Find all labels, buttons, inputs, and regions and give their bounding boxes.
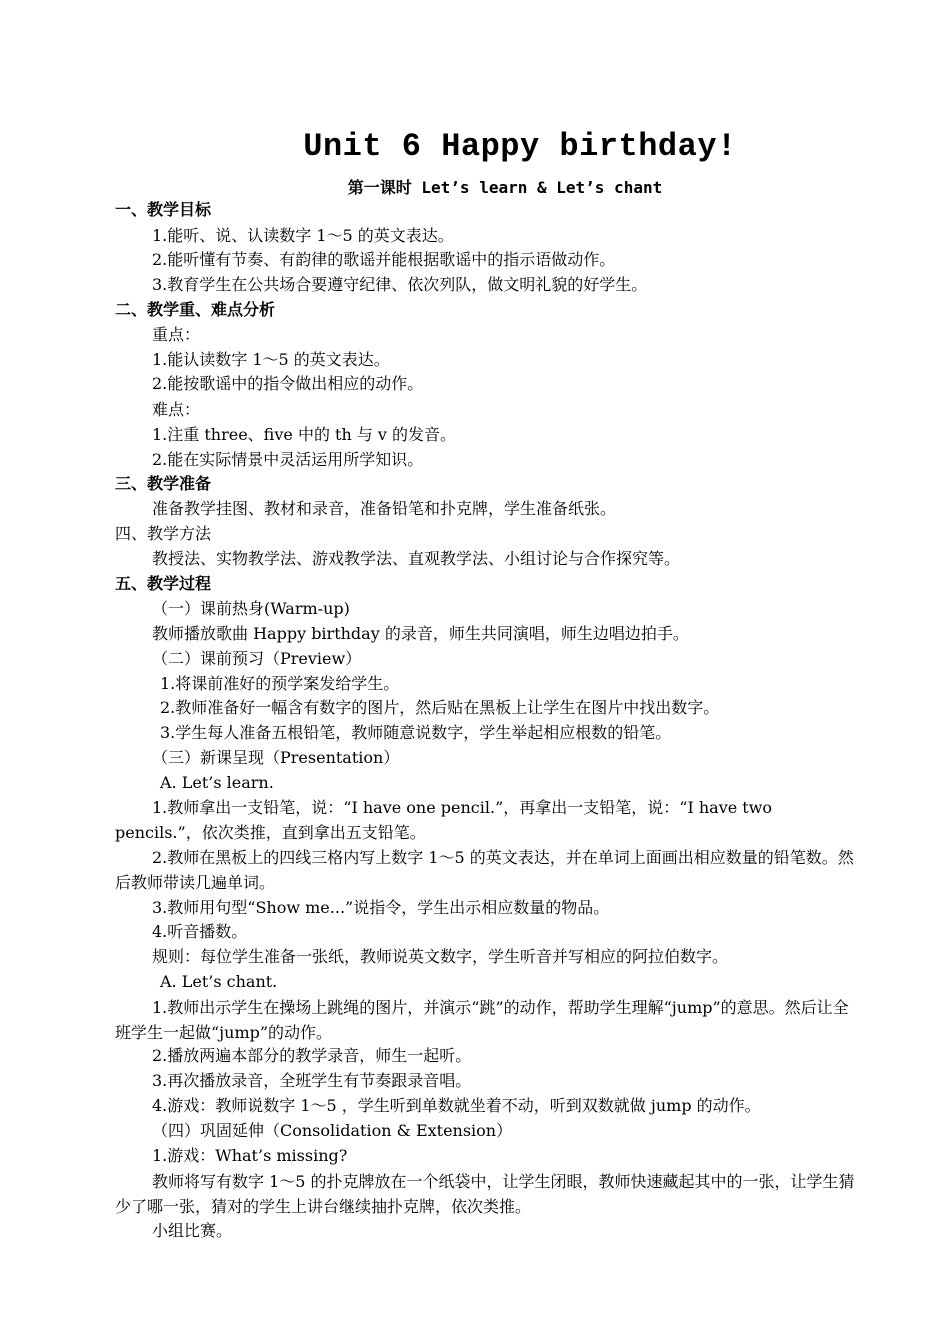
difficult-point-item: 2.能在实际情景中灵活运用所学知识。 [152,450,424,469]
section-heading-process: 五、教学过程 [115,574,212,593]
learn-paragraph-4: 4.听音播数。 [152,922,248,941]
objective-item: 2.能听懂有节奏、有韵律的歌谣并能根据歌谣中的指示语做动作。 [152,250,616,269]
warmup-text: 教师播放歌曲 Happy birthday 的录音，师生共同演唱，师生边唱边拍手。 [152,624,689,643]
preview-label: （二）课前预习（Preview） [152,649,362,668]
chant-paragraph-3: 3.再次播放录音，全班学生有节奏跟录音唱。 [152,1071,472,1090]
page-title: Unit 6 Happy birthday! [303,128,737,165]
chant-paragraph-2: 2.播放两遍本部分的教学录音，师生一起听。 [152,1046,472,1065]
consolidation-paragraph-text: 教师将写有数字 1～5 的扑克牌放在一个纸袋中，让学生闭眼，教师快速藏起其中的一张，让学生猜少了哪一张，猜对的学生上讲台继续抽扑克牌，依次类推。 [115,1172,855,1216]
key-points-label: 重点： [152,325,201,344]
difficult-points-label: 难点： [152,400,201,419]
presentation-label: （三）新课呈现（Presentation） [152,748,400,767]
methods-text: 教授法、实物教学法、游戏教学法、直观教学法、小组讨论与合作探究等。 [152,549,681,568]
objective-item: 1.能听、说、认读数字 1～5 的英文表达。 [152,226,454,245]
section-heading-key-points: 二、教学重、难点分析 [115,300,276,319]
group-competition: 小组比赛。 [152,1221,233,1240]
consolidation-paragraph [115,1169,860,1219]
objective-item: 3.教育学生在公共场合要遵守纪律、依次列队，做文明礼貌的好学生。 [152,275,648,294]
section-heading-methods: 四、教学方法 [115,524,212,543]
chant-label: A. Let’s chant. [160,972,278,991]
learn-paragraph-1 [115,795,860,845]
warmup-label: （一）课前热身(Warm-up) [152,599,350,618]
consolidation-label: （四）巩固延伸（Consolidation & Extension） [152,1121,513,1140]
learn-paragraph-1-text: 1.教师拿出一支铅笔，说：“I have one pencil.”，再拿出一支铅笔，说：“I have two pencils.”，依次类推，直到拿出五支铅笔。 [115,798,773,842]
section-heading-preparation: 三、教学准备 [115,474,212,493]
consolidation-game: 1.游戏：What’s missing? [152,1146,348,1165]
chant-paragraph-1 [115,995,860,1045]
learn-paragraph-3: 3.教师用句型“Show me...”说指令，学生出示相应数量的物品。 [152,898,610,917]
chant-paragraph-4: 4.游戏：教师说数字 1～5 ，学生听到单数就坐着不动，听到双数就做 jump 的动作。 [152,1096,761,1115]
preparation-text: 准备教学挂图、教材和录音，准备铅笔和扑克牌，学生准备纸张。 [152,499,617,518]
preview-item: 1.将课前准好的预学案发给学生。 [160,674,400,693]
page-subtitle: 第一课时 Let’s learn & Let’s chant [347,178,663,197]
preview-item: 2.教师准备好一幅含有数字的图片，然后贴在黑板上让学生在图片中找出数字。 [160,698,720,717]
section-heading-objectives: 一、教学目标 [115,200,212,219]
learn-paragraph-2 [115,845,860,895]
difficult-point-item: 1.注重 three、five 中的 th 与 v 的发音。 [152,425,457,444]
learn-label: A. Let’s learn. [160,773,274,792]
preview-item: 3.学生每人准备五根铅笔，教师随意说数字，学生举起相应根数的铅笔。 [160,723,672,742]
learn-rule: 规则：每位学生准备一张纸，教师说英文数字，学生听音并写相应的阿拉伯数字。 [152,947,729,966]
key-point-item: 1.能认读数字 1～5 的英文表达。 [152,350,390,369]
learn-paragraph-2-text: 2.教师在黑板上的四线三格内写上数字 1～5 的英文表达，并在单词上面画出相应数量的铅笔数。然后教师带读几遍单词。 [115,848,854,892]
chant-paragraph-1-text: 1.教师出示学生在操场上跳绳的图片，并演示“跳”的动作，帮助学生理解“jump”的意思。然后让全班学生一起做“jump”的动作。 [115,998,849,1042]
key-point-item: 2.能按歌谣中的指令做出相应的动作。 [152,374,424,393]
